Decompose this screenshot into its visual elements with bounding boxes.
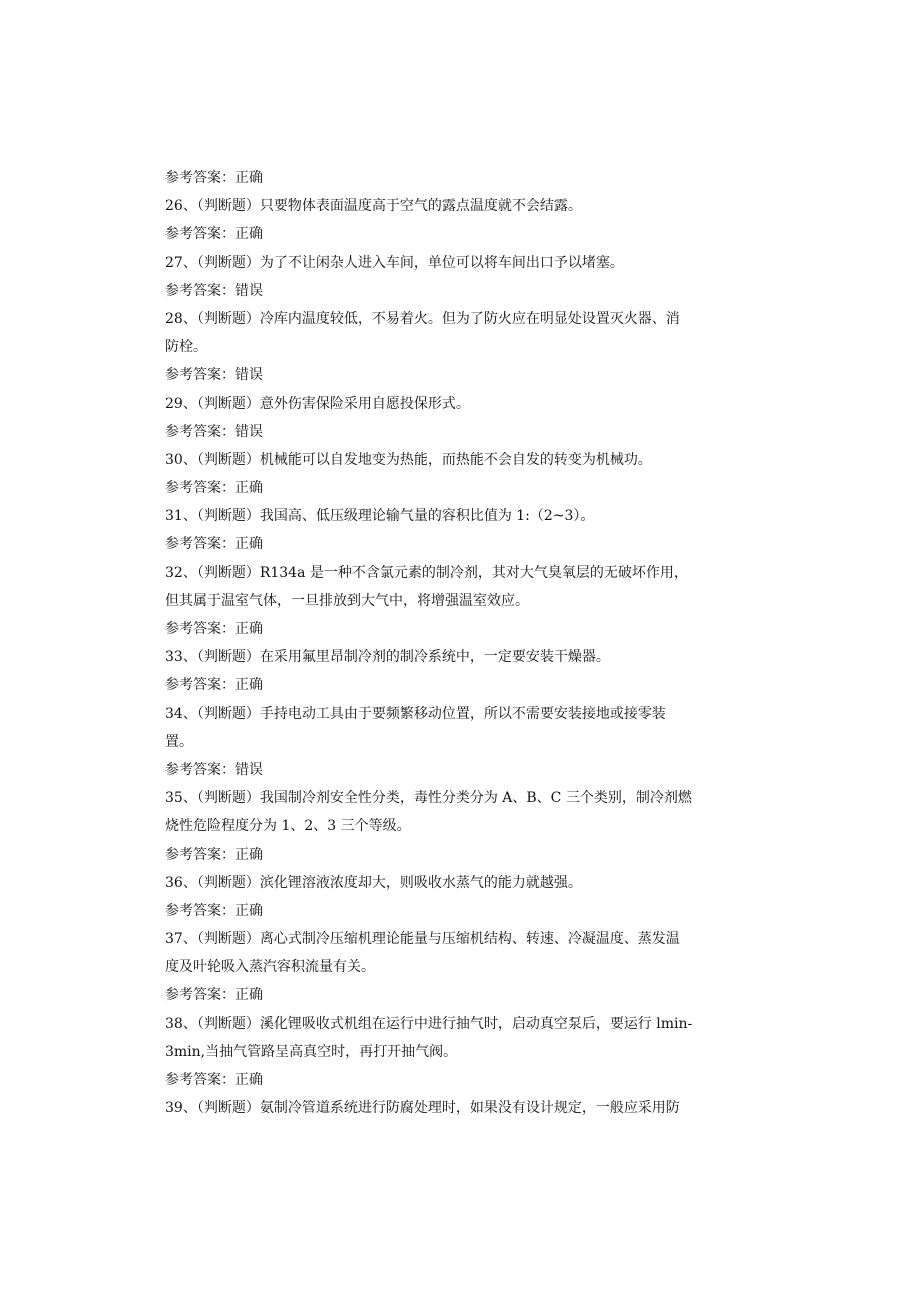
question-37-line-1: 37、（判断题）离心式制冷压缩机理论能量与压缩机结构、转速、冷凝温度、蒸发温: [165, 931, 680, 948]
question-27: 27、（判断题）为了不让闲杂人进入车间，单位可以将车间出口予以堵塞。: [165, 254, 624, 271]
question-29: 29、（判断题）意外伤害保险采用自愿投保形式。: [165, 395, 470, 412]
answer-34: 参考答案：错误: [165, 761, 263, 778]
answer-38: 参考答案：正确: [165, 1072, 263, 1088]
question-33: 33、（判断题）在采用氟里昂制冷剂的制冷系统中，一定要安装干燥器。: [165, 649, 610, 666]
answer-27: 参考答案：错误: [165, 282, 263, 299]
answer-28: 参考答案：错误: [165, 367, 263, 384]
document-page: [165, 164, 755, 1122]
question-37-line-2: 度及叶轮吸入蒸汽容积流量有关。: [165, 959, 375, 976]
question-38-line-2: 3min,当抽气管路呈高真空时，再打开抽气阀。: [165, 1043, 458, 1060]
question-30: 30、（判断题）机械能可以自发地变为热能，而热能不会自发的转变为机械功。: [165, 451, 652, 468]
question-35-line-1: 35、（判断题）我国制冷剂安全性分类，毒性分类分为 A、B、C 三个类别，制冷剂燃: [165, 790, 692, 807]
answer-30: 参考答案：正确: [165, 480, 263, 497]
answer-26: 参考答案：正确: [165, 226, 263, 243]
answer-33: 参考答案：正确: [165, 677, 263, 694]
question-28-line-2: 防栓。: [165, 339, 207, 356]
question-35-line-2: 烧性危险程度分为 1、2、3 三个等级。: [165, 818, 411, 835]
answer-32: 参考答案：正确: [165, 621, 263, 637]
answer-31: 参考答案：正确: [165, 536, 263, 553]
question-38-line-1: 38、（判断题）溪化锂吸收式机组在运行中进行抽气时，启动真空泵后，要运行 lmin-: [165, 1015, 693, 1032]
question-34-line-2: 置。: [165, 733, 193, 750]
answer-35: 参考答案：正确: [165, 846, 263, 863]
question-32-line-1: 32、（判断题）R134a 是一种不含氯元素的制冷剂，其对大气臭氧层的无破坏作用，: [165, 564, 688, 581]
question-34-line-1: 34、（判断题）手持电动工具由于要频繁移动位置，所以不需要安装接地或接零装: [165, 705, 666, 722]
answer-37: 参考答案：正确: [165, 987, 263, 1004]
question-32-line-2: 但其属于温室气体，一旦排放到大气中，将增强温室效应。: [165, 592, 529, 609]
answer-25: 参考答案：正确: [165, 170, 263, 186]
answer-36: 参考答案：正确: [165, 902, 263, 919]
question-39-line-1: 39、（判断题）氨制冷管道系统进行防腐处理时，如果没有设计规定，一般应采用防: [165, 1100, 680, 1117]
question-28-line-1: 28、（判断题）冷库内温度较低，不易着火。但为了防火应在明显处设置灭火器、消: [165, 310, 680, 327]
answer-29: 参考答案：错误: [165, 423, 263, 440]
question-36: 36、（判断题）滨化锂溶液浓度却大，则吸收水蒸气的能力就越强。: [165, 874, 582, 891]
question-31: 31、（判断题）我国高、低压级理论输气量的容积比值为 1:（2~3）。: [165, 508, 595, 525]
question-26: 26、（判断题）只要物体表面温度高于空气的露点温度就不会结露。: [165, 198, 582, 215]
